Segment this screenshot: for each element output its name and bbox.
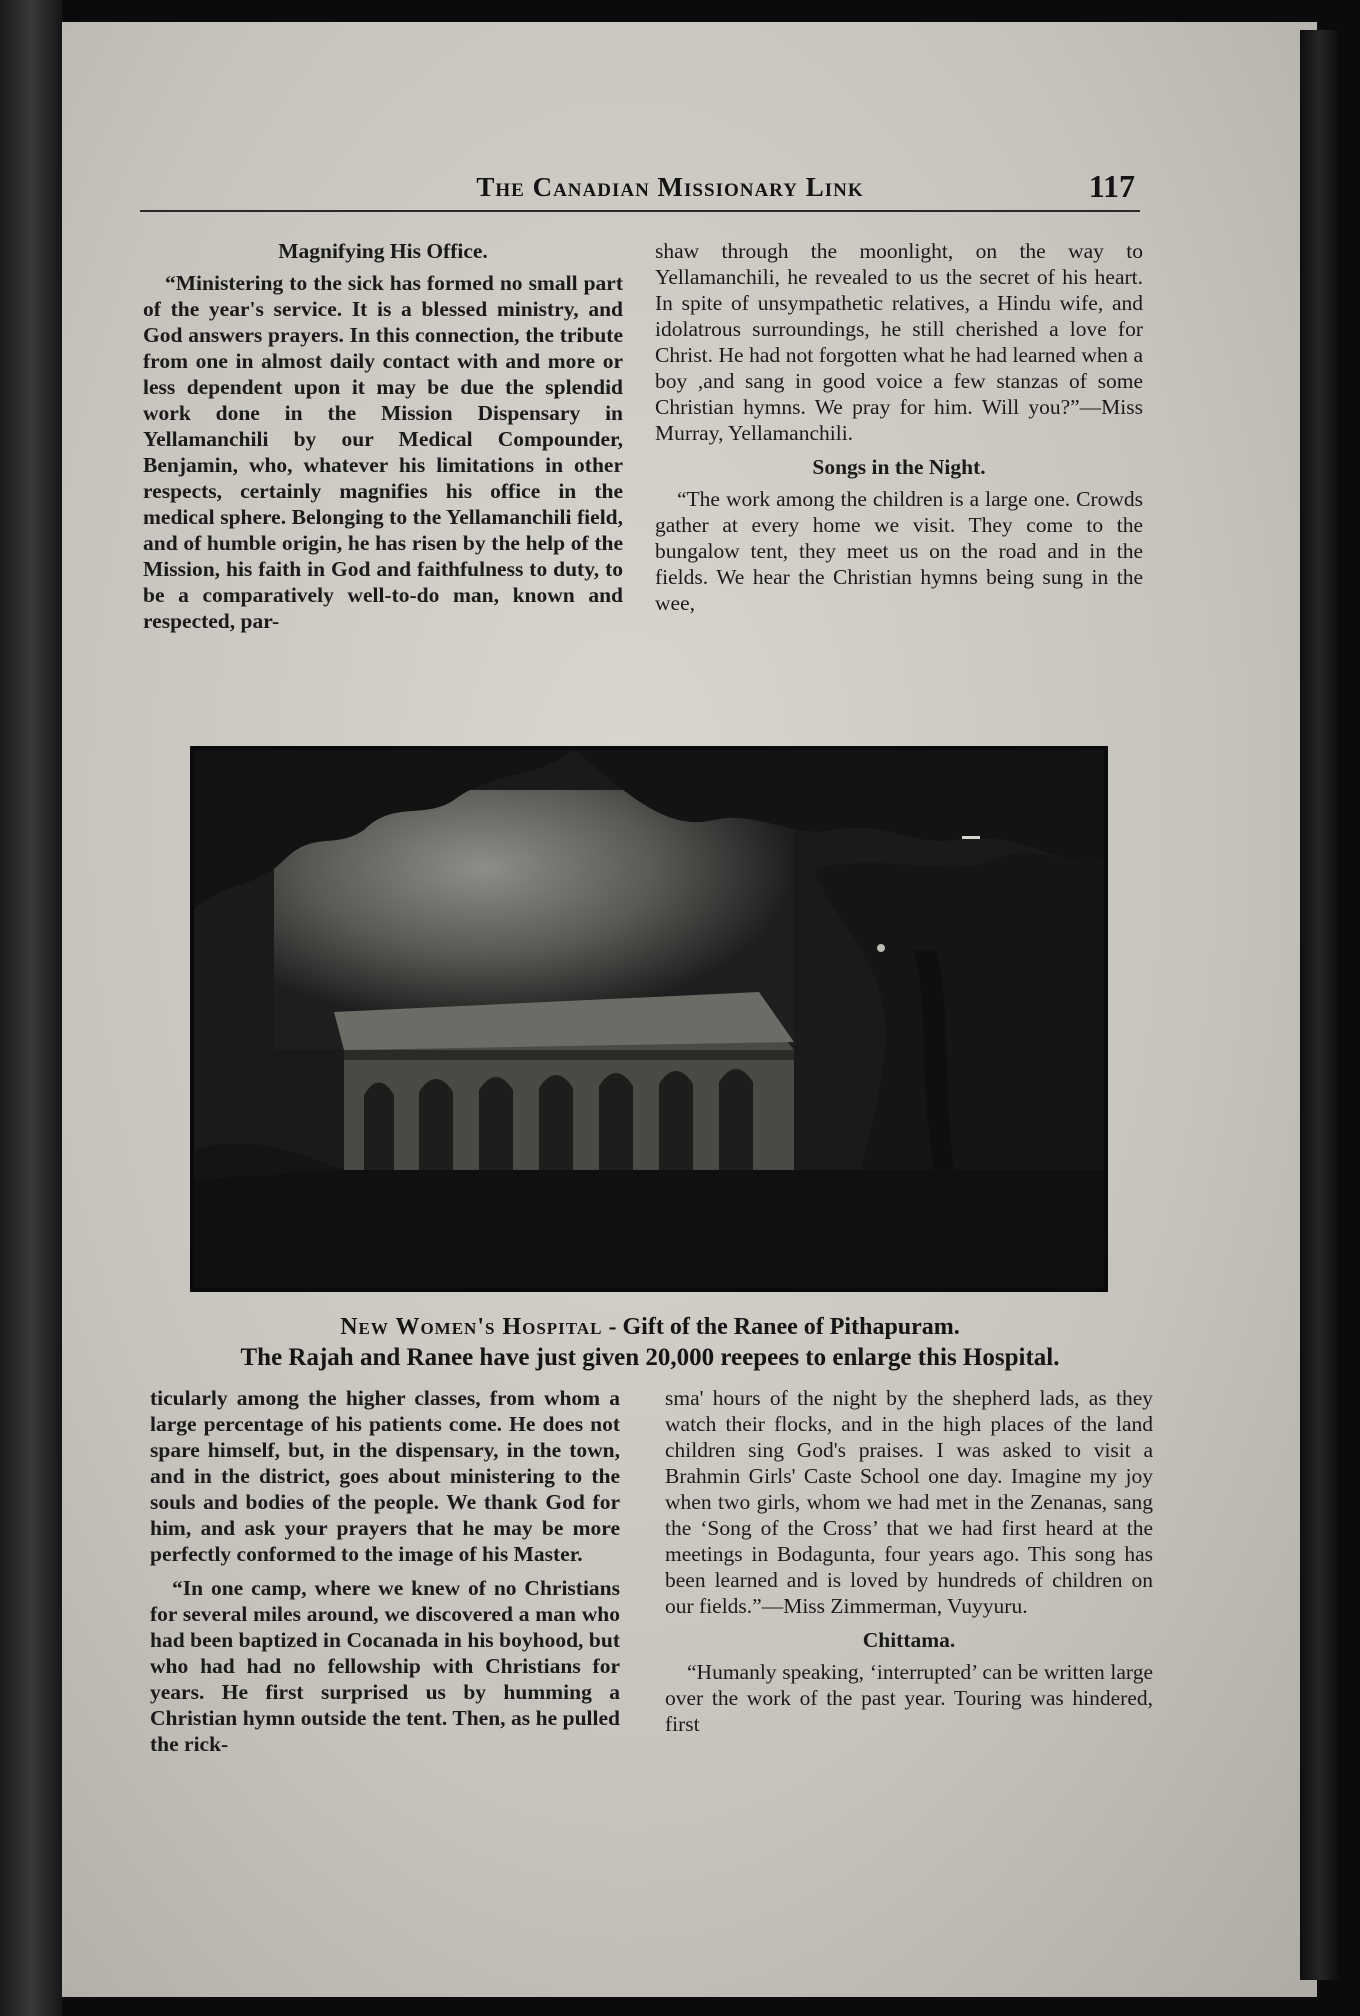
section-heading-magnifying: Magnifying His Office. bbox=[278, 239, 488, 263]
running-head: The Canadian Missionary Link bbox=[476, 172, 864, 202]
section-heading-songs: Songs in the Night. bbox=[812, 455, 986, 479]
page-number: 117 bbox=[1088, 168, 1135, 204]
paragraph: “In one camp, where we knew of no Christians for several miles around, we discovered a man who had been baptized in Cocanada in his boyhood, but who had had no fellowship with Christians for years. He first surprised us by humming a Christian hymn outside the tent. Then, as he pulled the rick- bbox=[150, 1576, 620, 1756]
caption-title-line bbox=[150, 1312, 1150, 1342]
hospital-photograph bbox=[190, 746, 1108, 1292]
column-bottom-left bbox=[150, 1385, 620, 1765]
hospital-building-illustration bbox=[194, 750, 1104, 1288]
paragraph: “The work among the children is a large one. Crowds gather at every home we visit. They come to the bungalow tent, they meet us on the road and in the fields. We hear the Christian hymns being sung in the wee, bbox=[655, 487, 1143, 615]
book-binding-left bbox=[0, 0, 62, 2016]
paragraph: sma' hours of the night by the shepherd lads, as they watch their flocks, and in the high places of the land children sing God's praises. I was asked to visit a Brahmin Girls' Caste School one day. Imagine my joy when two girls, whom we had met in the Zenanas, sang the ‘Song of the Cross’ that we had first heard at the meetings in Bodagunta, four years ago. This song has been learned and is loved by hundreds of children on our fields.”—Miss Zimmerman, Vuyyuru. bbox=[665, 1386, 1153, 1618]
caption-title: New Women's Hospital bbox=[340, 1314, 603, 1340]
paragraph: shaw through the moonlight, on the way to Yellamanchili, he revealed to us the secret of his heart. In spite of unsympathetic relatives, a Hindu wife, and idolatrous surroundings, he still cherished a love for Christ. He had not forgotten what he had learned when a boy ,and sang in good voice a few stanzas of some Christian hymns. We pray for him. Will you?”—Miss Murray, Yellamanchili. bbox=[655, 239, 1143, 445]
caption-title-rest: - Gift of the Ranee of Pithapuram. bbox=[602, 1314, 960, 1340]
section-heading-chittama: Chittama. bbox=[862, 1628, 956, 1652]
paragraph: “Ministering to the sick has formed no small part of the year's service. It is a blessed ministry, and God answers prayers. In this connection, the tribute from one in almost daily contact with and more or less dependent upon it may be due the splendid work done in the Mission Dispensary in Yellamanchili by our Medical Compounder, Benjamin, who, whatever his limitations in other respects, certainly magnifies his office in the medical sphere. Belonging to the Yellamanchili field, and of humble origin, he has risen by the help of the Mission, his faith in God and faithfulness to duty, to be a comparatively well-to-do man, known and respected, par- bbox=[143, 271, 623, 633]
column-top-right bbox=[655, 238, 1143, 624]
column-top-left bbox=[143, 238, 623, 642]
caption-subline: The Rajah and Ranee have just given 20,000 reepees to enlarge this Hospital. bbox=[240, 1344, 1060, 1371]
book-binding-right bbox=[1300, 30, 1340, 1980]
page-header bbox=[140, 170, 1140, 212]
column-bottom-right bbox=[665, 1385, 1153, 1745]
paragraph: “Humanly speaking, ‘interrupted’ can be written large over the work of the past year. Touring was hindered, first bbox=[665, 1660, 1153, 1736]
photo-caption bbox=[150, 1312, 1150, 1374]
paragraph: ticularly among the higher classes, from whom a large percentage of his patients come. He does not spare himself, but, in the dispensary, in the town, and in the district, goes about ministering to the souls and bodies of the people. We thank God for him, and ask your prayers that he may be more perfectly conformed to the image of his Master. bbox=[150, 1386, 620, 1566]
